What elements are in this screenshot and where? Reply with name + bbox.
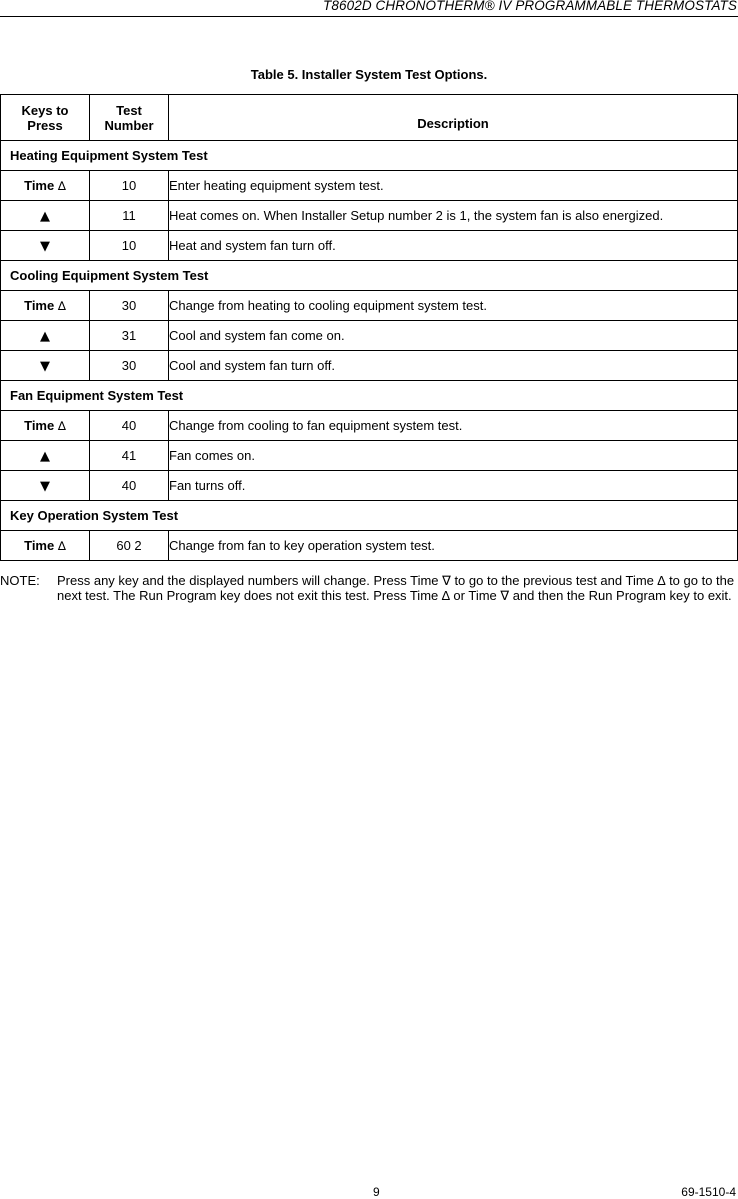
description-cell: Cool and system fan turn off.: [169, 351, 738, 381]
section-title: Key Operation System Test: [1, 501, 738, 531]
column-header-keys-line2: Press: [27, 117, 63, 133]
page-header: [0, 0, 738, 17]
table-row: [1, 471, 738, 501]
table-row: [1, 531, 738, 561]
key-label: Time: [24, 178, 55, 193]
note-label: NOTE:: [0, 573, 40, 588]
test-number-cell: 40: [90, 411, 169, 441]
page-number: 9: [373, 1185, 380, 1199]
test-number-cell: 41: [90, 441, 169, 471]
table-row: [1, 291, 738, 321]
description-cell: Change from fan to key operation system test.: [169, 531, 738, 561]
key-cell: [1, 171, 90, 201]
table-row: [1, 351, 738, 381]
description-cell: Enter heating equipment system test.: [169, 171, 738, 201]
section-row: [1, 141, 738, 171]
arrow-up-icon: ▲: [40, 448, 50, 464]
arrow-down-icon: ▼: [40, 358, 50, 374]
delta-up-icon: ∆: [57, 419, 66, 433]
section-title: Heating Equipment System Test: [1, 141, 738, 171]
key-cell: [1, 351, 90, 381]
installer-system-test-table: [0, 94, 738, 561]
section-row: [1, 501, 738, 531]
table-row: [1, 441, 738, 471]
test-number-cell: 10: [90, 231, 169, 261]
arrow-down-icon: ▼: [40, 238, 50, 254]
table-row: [1, 171, 738, 201]
arrow-up-icon: ▲: [40, 208, 50, 224]
column-header-test-line1: Test: [116, 102, 142, 118]
key-cell: [1, 441, 90, 471]
table-row: [1, 201, 738, 231]
test-number-cell: 31: [90, 321, 169, 351]
description-cell: Fan comes on.: [169, 441, 738, 471]
note-text: Press any key and the displayed numbers will change. Press Time ∇ to go to the previous test and Time ∆ to go to the next test. The Run Program key does not exit this test. Press Time ∆ or Time ∇ and then the Run Program key to exit.: [57, 573, 735, 603]
column-header-keys-line1: Keys to: [21, 102, 69, 118]
key-label: Time: [24, 538, 55, 553]
test-number-cell: 30: [90, 291, 169, 321]
key-cell: [1, 471, 90, 501]
description-cell: Heat comes on. When Installer Setup number 2 is 1, the system fan is also energized.: [169, 201, 738, 231]
arrow-up-icon: ▲: [40, 328, 50, 344]
key-cell: [1, 201, 90, 231]
key-label: Time: [24, 418, 55, 433]
test-number-cell: 30: [90, 351, 169, 381]
key-cell: [1, 531, 90, 561]
description-cell: Fan turns off.: [169, 471, 738, 501]
table-row: [1, 231, 738, 261]
arrow-down-icon: ▼: [40, 478, 50, 494]
section-title: Cooling Equipment System Test: [1, 261, 738, 291]
column-header-description: Description: [169, 95, 738, 141]
section-row: [1, 261, 738, 291]
delta-up-icon: ∆: [57, 299, 66, 313]
test-number-cell: 40: [90, 471, 169, 501]
description-cell: Heat and system fan turn off.: [169, 231, 738, 261]
key-label: Time: [24, 298, 55, 313]
description-cell: Change from cooling to fan equipment system test.: [169, 411, 738, 441]
column-header-test-number: [90, 95, 169, 141]
description-cell: Cool and system fan come on.: [169, 321, 738, 351]
section-row: [1, 381, 738, 411]
description-cell: Change from heating to cooling equipment system test.: [169, 291, 738, 321]
column-header-test-line2: Number: [104, 117, 154, 133]
key-cell: [1, 411, 90, 441]
key-cell: [1, 231, 90, 261]
section-title: Fan Equipment System Test: [1, 381, 738, 411]
header-title: T8602D CHRONOTHERM® IV PROGRAMMABLE THERMOSTATS: [323, 0, 737, 13]
test-number-cell: 60 2: [90, 531, 169, 561]
column-header-keys: [1, 95, 90, 141]
table-row: [1, 321, 738, 351]
key-cell: [1, 291, 90, 321]
delta-up-icon: ∆: [57, 179, 66, 193]
document-number: 69-1510-4: [681, 1185, 736, 1199]
test-number-cell: 11: [90, 201, 169, 231]
delta-up-icon: ∆: [57, 539, 66, 553]
table-caption: Table 5. Installer System Test Options.: [250, 67, 488, 82]
key-cell: [1, 321, 90, 351]
table-header-row: [1, 95, 738, 141]
table-row: [1, 411, 738, 441]
test-number-cell: 10: [90, 171, 169, 201]
